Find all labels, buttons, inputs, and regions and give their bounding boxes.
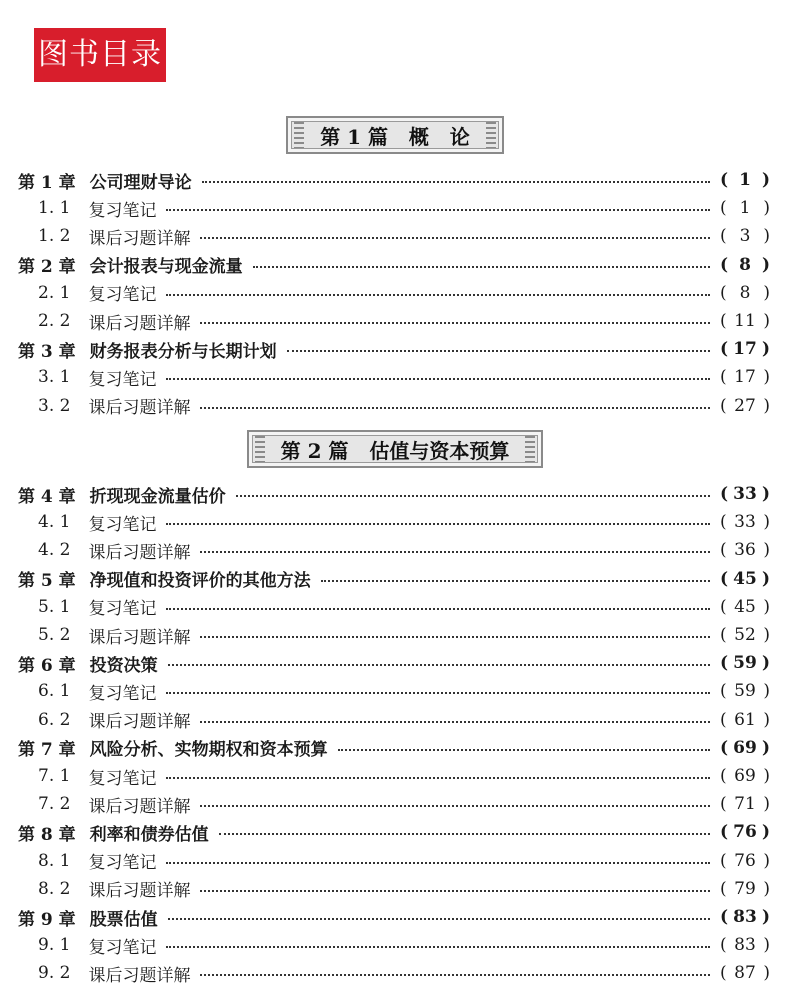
section-row[interactable]: [0, 931, 790, 959]
page-value: 83: [733, 907, 757, 927]
part-heading: [0, 116, 790, 150]
chapter-number: 第 6 章: [18, 655, 76, 676]
dot-leader: [200, 636, 710, 638]
page-number: [720, 283, 770, 303]
page-number: [720, 653, 770, 673]
paren-open: (: [720, 850, 727, 871]
section-row[interactable]: [0, 621, 790, 649]
chapter-number: 第 3 章: [18, 341, 76, 362]
paren-close: ): [761, 653, 770, 674]
page-value: 11: [734, 311, 756, 331]
section-row[interactable]: [0, 307, 790, 335]
chapter-title: 净现值和投资评价的其他方法: [89, 571, 311, 592]
dot-leader: [166, 209, 710, 211]
dot-leader: [219, 833, 710, 835]
page-number: [720, 794, 770, 814]
page-value: 76: [734, 850, 756, 871]
paren-close: ): [763, 766, 770, 786]
paren-close: ): [763, 878, 770, 899]
paren-close: ): [763, 709, 770, 730]
section-number: 4. 2: [38, 540, 71, 561]
section-row[interactable]: [0, 762, 790, 790]
paren-open: (: [720, 625, 727, 645]
chapter-row[interactable]: [0, 818, 790, 846]
paren-open: (: [720, 568, 729, 589]
paren-open: (: [720, 226, 727, 247]
paren-open: (: [720, 822, 729, 843]
dot-leader: [166, 378, 710, 380]
paren-close: ): [763, 850, 770, 871]
chapter-number: 第 7 章: [18, 740, 76, 761]
section-row[interactable]: [0, 392, 790, 420]
chapter-title: 利率和债券估值: [89, 824, 209, 845]
page-value: 8: [739, 282, 751, 303]
section-row[interactable]: [0, 222, 790, 250]
dot-leader: [200, 551, 710, 553]
dot-leader: [166, 294, 710, 296]
paren-close: ): [761, 339, 770, 360]
page-number: [720, 851, 770, 871]
page-number: [720, 484, 770, 504]
section-title: 课后习题详解: [88, 542, 191, 563]
page-number: [720, 625, 770, 645]
paren-open: (: [720, 311, 727, 331]
section-row[interactable]: [0, 790, 790, 818]
section-number: 2. 1: [38, 282, 71, 303]
dot-leader: [287, 350, 710, 352]
dot-leader: [200, 974, 710, 976]
paren-close: ): [763, 311, 770, 331]
page-value: 61: [734, 709, 756, 730]
page-value: 83: [734, 935, 756, 956]
dot-leader: [200, 237, 710, 239]
section-row[interactable]: [0, 847, 790, 875]
dot-leader: [168, 664, 710, 666]
chapter-title: 风险分析、实物期权和资本预算: [89, 740, 328, 761]
section-title: 复习笔记: [88, 514, 157, 535]
section-number: 5. 1: [38, 596, 71, 617]
page-value: 59: [734, 681, 756, 702]
paren-open: (: [720, 367, 727, 388]
page-value: 1: [739, 198, 751, 219]
dot-leader: [202, 181, 710, 183]
section-row[interactable]: [0, 706, 790, 734]
paren-open: (: [720, 681, 727, 702]
page-value: 3: [739, 226, 751, 247]
chapter-row[interactable]: [0, 251, 790, 279]
page-value: 17: [733, 339, 757, 360]
section-row[interactable]: [0, 194, 790, 222]
page-number: [720, 255, 770, 275]
page-value: 33: [734, 512, 756, 533]
page-value: 69: [734, 766, 756, 786]
paren-close: ): [761, 484, 770, 504]
paren-close: ): [761, 737, 770, 758]
dot-leader: [253, 266, 710, 268]
section-title: 复习笔记: [88, 683, 157, 704]
paren-close: ): [763, 198, 770, 219]
dot-leader: [200, 322, 710, 324]
dot-leader: [200, 805, 710, 807]
page-value: 79: [734, 878, 756, 899]
paren-close: ): [763, 794, 770, 815]
section-row[interactable]: [0, 959, 790, 987]
page-value: 69: [733, 737, 757, 758]
section-title: 复习笔记: [88, 768, 157, 789]
page-number: [720, 170, 770, 190]
chapter-row[interactable]: [0, 649, 790, 677]
chapter-number: 第 8 章: [18, 824, 76, 845]
page-number: [720, 710, 770, 730]
paren-close: ): [763, 935, 770, 956]
page-number: [720, 569, 770, 589]
section-title: 课后习题详解: [88, 965, 191, 986]
chapter-row[interactable]: [0, 734, 790, 762]
section-title: 课后习题详解: [88, 228, 191, 249]
paren-close: ): [761, 254, 770, 275]
section-row[interactable]: [0, 593, 790, 621]
section-number: 8. 1: [38, 850, 71, 871]
chapter-title: 公司理财导论: [89, 172, 192, 193]
section-row[interactable]: [0, 508, 790, 536]
page-number: [720, 822, 770, 842]
page-value: 8: [739, 254, 751, 275]
paren-open: (: [720, 282, 727, 303]
paren-close: ): [763, 681, 770, 702]
section-title: 课后习题详解: [88, 796, 191, 817]
dot-leader: [166, 692, 710, 694]
section-title: 课后习题详解: [88, 881, 191, 902]
page-value: 59: [733, 653, 757, 674]
section-title: 课后习题详解: [88, 712, 191, 733]
section-row[interactable]: [0, 536, 790, 564]
chapter-number: 第 9 章: [18, 909, 76, 930]
chapter-row[interactable]: [0, 903, 790, 931]
section-title: 复习笔记: [88, 599, 157, 620]
paren-close: ): [761, 568, 770, 589]
paren-close: ): [763, 226, 770, 247]
paren-open: (: [720, 395, 727, 416]
paren-open: (: [720, 484, 729, 504]
section-row[interactable]: [0, 875, 790, 903]
dot-leader: [200, 890, 710, 892]
paren-open: (: [720, 512, 727, 533]
section-row[interactable]: [0, 279, 790, 307]
page-value: 76: [733, 822, 757, 843]
section-title: 复习笔记: [88, 937, 157, 958]
paren-close: ): [763, 625, 770, 645]
paren-open: (: [720, 737, 729, 758]
chapter-title: 折现现金流量估价: [89, 486, 226, 507]
paren-close: ): [763, 596, 770, 617]
section-number: 7. 2: [38, 794, 71, 815]
page-number: [720, 512, 770, 532]
page-number: [720, 738, 770, 758]
section-title: 课后习题详解: [88, 627, 191, 648]
chapter-title: 会计报表与现金流量: [89, 257, 243, 278]
section-title: 复习笔记: [88, 853, 157, 874]
section-number: 9. 2: [38, 963, 71, 984]
paren-open: (: [720, 254, 729, 275]
paren-open: (: [720, 653, 729, 674]
dot-leader: [166, 946, 710, 948]
page-number: [720, 766, 770, 786]
paren-close: ): [763, 540, 770, 561]
paren-close: ): [763, 963, 770, 984]
chapter-number: 第 1 章: [18, 172, 76, 193]
chapter-title: 投资决策: [89, 655, 158, 676]
page-number: [720, 907, 770, 927]
section-title: 复习笔记: [88, 369, 157, 390]
dot-leader: [321, 580, 710, 582]
chapter-row[interactable]: [0, 335, 790, 363]
page-value: 33: [733, 484, 757, 504]
section-title: 复习笔记: [88, 285, 157, 306]
page-number: [720, 226, 770, 246]
paren-open: (: [720, 766, 727, 786]
page-number: [720, 339, 770, 359]
section-number: 6. 1: [38, 681, 71, 702]
section-row[interactable]: [0, 677, 790, 705]
catalog-badge: 图书目录: [34, 28, 166, 82]
section-number: 9. 1: [38, 935, 71, 956]
section-number: 1. 1: [38, 198, 71, 219]
page-value: 27: [734, 395, 756, 416]
paren-open: (: [720, 935, 727, 956]
paren-close: ): [763, 367, 770, 388]
chapter-number: 第 4 章: [18, 486, 76, 507]
page-value: 45: [733, 568, 757, 589]
chapter-title: 股票估值: [89, 909, 158, 930]
page-number: [720, 367, 770, 387]
page-value: 87: [734, 963, 756, 984]
dot-leader: [166, 777, 710, 779]
section-number: 8. 2: [38, 878, 71, 899]
part-title: 第 2 篇 估值与资本预算: [247, 430, 544, 468]
page-number: [720, 963, 770, 983]
page-value: 1: [739, 170, 751, 190]
section-number: 2. 2: [38, 311, 71, 331]
section-title: 课后习题详解: [88, 398, 191, 419]
dot-leader: [166, 523, 710, 525]
paren-open: (: [720, 170, 729, 190]
paren-open: (: [720, 540, 727, 561]
dot-leader: [166, 608, 710, 610]
page-number: [720, 311, 770, 331]
chapter-number: 第 2 章: [18, 257, 76, 278]
chapter-row[interactable]: [0, 565, 790, 593]
dot-leader: [168, 918, 710, 920]
paren-open: (: [720, 907, 729, 927]
page-number: [720, 396, 770, 416]
dot-leader: [166, 862, 710, 864]
page-number: [720, 597, 770, 617]
section-number: 3. 2: [38, 395, 71, 416]
part-heading: [0, 430, 790, 464]
paren-close: ): [763, 512, 770, 533]
dot-leader: [236, 495, 710, 497]
section-number: 6. 2: [38, 709, 71, 730]
dot-leader: [200, 407, 710, 409]
section-number: 1. 2: [38, 226, 71, 247]
chapter-title: 财务报表分析与长期计划: [89, 341, 277, 362]
page-number: [720, 540, 770, 560]
section-number: 4. 1: [38, 512, 71, 533]
page-number: [720, 681, 770, 701]
chapter-number: 第 5 章: [18, 571, 76, 592]
paren-close: ): [763, 282, 770, 303]
section-row[interactable]: [0, 363, 790, 391]
page-value: 45: [734, 596, 756, 617]
section-number: 7. 1: [38, 766, 71, 786]
paren-open: (: [720, 709, 727, 730]
paren-open: (: [720, 596, 727, 617]
paren-open: (: [720, 878, 727, 899]
section-number: 5. 2: [38, 625, 71, 645]
dot-leader: [200, 721, 710, 723]
chapter-row[interactable]: [0, 480, 790, 508]
paren-open: (: [720, 198, 727, 219]
paren-close: ): [761, 907, 770, 927]
dot-leader: [338, 749, 710, 751]
paren-close: ): [761, 170, 770, 190]
paren-close: ): [763, 395, 770, 416]
part-title: 第 1 篇 概 论: [286, 116, 504, 154]
page-value: 52: [734, 625, 756, 645]
section-title: 课后习题详解: [88, 313, 191, 334]
section-title: 复习笔记: [88, 200, 157, 221]
section-number: 3. 1: [38, 367, 71, 388]
paren-open: (: [720, 963, 727, 984]
page-value: 17: [734, 367, 756, 388]
page-number: [720, 879, 770, 899]
paren-open: (: [720, 339, 729, 360]
page-value: 36: [734, 540, 756, 561]
paren-close: ): [761, 822, 770, 843]
chapter-row[interactable]: [0, 166, 790, 194]
paren-open: (: [720, 794, 727, 815]
page-value: 71: [734, 794, 756, 815]
page-number: [720, 935, 770, 955]
page-number: [720, 198, 770, 218]
